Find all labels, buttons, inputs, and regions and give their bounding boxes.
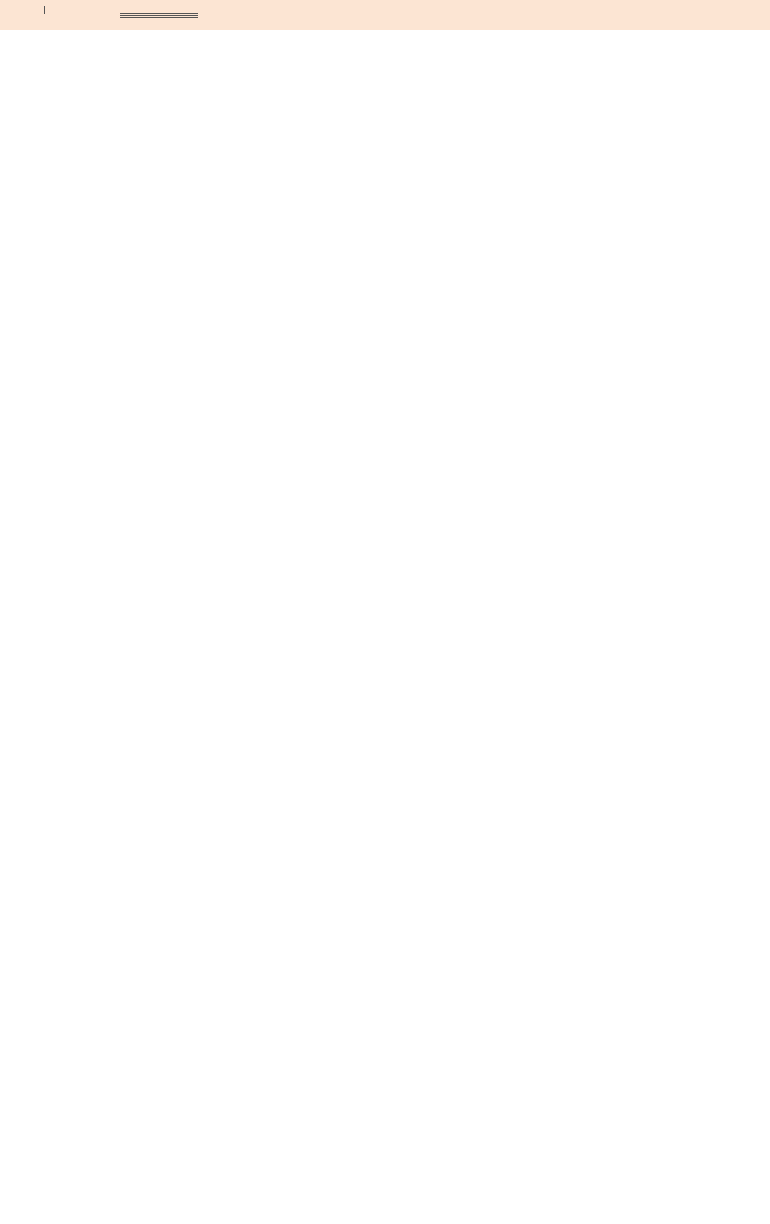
masthead	[0, 0, 770, 30]
decorative-rule	[120, 13, 198, 18]
brand-tagline	[44, 6, 48, 14]
brand-logo-left	[40, 4, 48, 15]
